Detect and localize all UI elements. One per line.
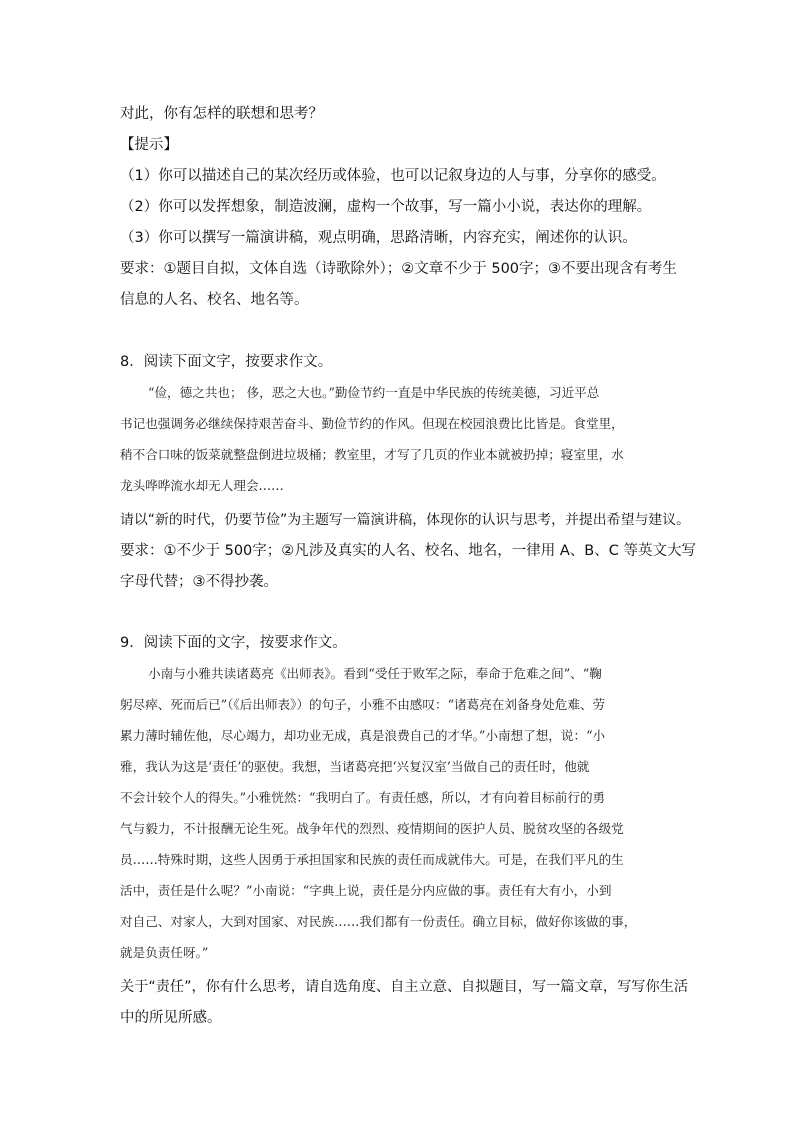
- q8-passage-line-1: “俭，德之共也； 侈，恶之大也。”勤俭节约一直是中华民族的传统美德，习近平总: [148, 385, 600, 400]
- q9-passage-line-4: 雅，我认为这是‘责任’的驱使。我想，当诸葛亮把‘兴复汉室’当做自己的责任时，他就: [120, 759, 590, 774]
- q9-passage-line-6: 气与毅力，不计报酬无论生死。战争年代的烈烈、疫情期间的医护人员、脱贫攻坚的各级党: [120, 821, 624, 836]
- q7-hint-header: 【提示】: [120, 137, 178, 153]
- q9-passage-line-9: 对自己、对家人，大到对国家、对民族……我们都有一份责任。确立目标，做好你该做的事，: [120, 914, 637, 929]
- q7-hint-3: （3）你可以撰写一篇演讲稿，观点明确，思路清晰，内容充实，阐述你的认识。: [120, 230, 637, 246]
- q8-requirements-line-1: 要求：①不少于 500字；②凡涉及真实的人名、校名、地名，一律用 A、B、C 等英文大写: [120, 543, 696, 559]
- q9-passage-line-10: 就是负责任呀。”: [120, 945, 209, 960]
- q9-passage-line-8: 活中，责任是什么呢？”小南说：“字典上说，责任是分内应做的事。责任有大有小，小到: [120, 883, 612, 898]
- q7-requirements-line-1: 要求：①题目自拟，文体自选（诗歌除外）；②文章不少于 500字；③不要出现含有考生: [120, 261, 678, 277]
- q9-passage-line-3: 累力薄时辅佐他，尽心竭力，却功业无成，真是浪费自己的才华。”小南想了想，说：“小: [120, 728, 606, 743]
- q7-hint-2: （2）你可以发挥想象，制造波澜，虚构一个故事，写一篇小小说，表达你的理解。: [120, 199, 652, 215]
- q9-passage-line-2: 躬尽瘁、死而后已”（《后出师表》）的句子，小雅不由感叹：“诸葛亮在刘备身处危难、劳: [120, 697, 606, 712]
- q9-passage-line-1: 小南与小雅共读诸葛亮《出师表》。看到“受任于败军之际，奉命于危难之间”、“鞠: [148, 666, 602, 681]
- q8-passage-line-2: 书记也强调务必继续保持艰苦奋斗、勤俭节约的作风。但现在校园浪费比比皆是。食堂里，: [120, 416, 624, 431]
- q7-requirements-line-2: 信息的人名、校名、地名等。: [120, 292, 309, 308]
- q7-prompt: 对此，你有怎样的联想和思考？: [120, 106, 323, 122]
- q9-passage-line-5: 不会计较个人的得失。”小雅恍然：“我明白了。有责任感，所以，才有向着目标前行的勇: [120, 790, 606, 805]
- q9-instruction-line-1: 关于“责任”，你有什么思考，请自选角度、自主立意、自拟题目，写一篇文章，写写你生活: [120, 979, 689, 995]
- q8-passage-line-4: 龙头哗哗流水却无人理会……: [120, 478, 284, 493]
- q7-hint-1: （1）你可以描述自己的某次经历或体验，也可以记叙身边的人与事，分享你的感受。: [120, 168, 666, 184]
- q9-title: 9．阅读下面的文字，按要求作文。: [120, 635, 347, 651]
- q8-instruction: 请以“新的时代，仍要节俭”为主题写一篇演讲稿，体现你的认识与思考，并提出希望与建议。: [120, 512, 691, 528]
- q9-passage-line-7: 员……特殊时期，这些人因勇于承担国家和民族的责任而成就伟大。可是，在我们平凡的生: [120, 852, 624, 867]
- q9-instruction-line-2: 中的所见所感。: [120, 1010, 222, 1026]
- q8-title: 8．阅读下面文字，按要求作文。: [120, 354, 333, 370]
- q8-passage-line-3: 稍不合口味的饭菜就整盘倒进垃圾桶；教室里，才写了几页的作业本就被扔掉；寝室里，水: [120, 447, 624, 462]
- q8-requirements-line-2: 字母代替；③不得抄袭。: [120, 574, 278, 590]
